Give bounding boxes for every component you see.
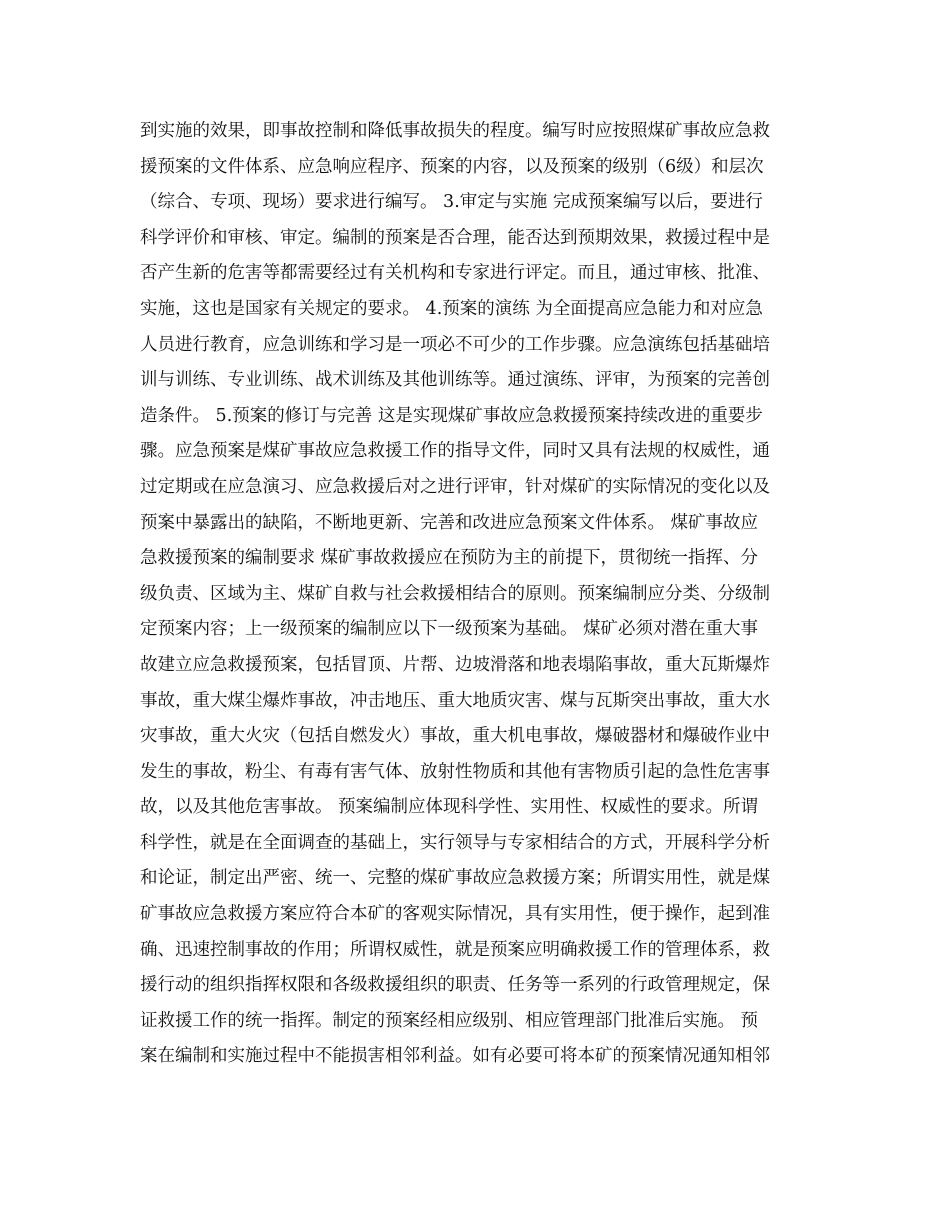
text-line: 实施，这也是国家有关规定的要求。 4.预案的演练 为全面提高应急能力和对应急 bbox=[140, 298, 763, 319]
text-line: 事故，重大煤尘爆炸事故，冲击地压、重大地质灾害、煤与瓦斯突出事故，重大水 bbox=[140, 690, 770, 711]
text-line: 造条件。 5.预案的修订与完善 这是实现煤矿事故应急救援预案持续改进的重要步 bbox=[140, 405, 763, 426]
text-line: 级负责、区域为主、煤矿自救与社会救援相结合的原则。预案编制应分类、分级制 bbox=[140, 583, 770, 604]
text-line: 训与训练、专业训练、战术训练及其他训练等。通过演练、评审，为预案的完善创 bbox=[140, 370, 770, 391]
text-line: 预案中暴露出的缺陷，不断地更新、完善和改进应急预案文件体系。 煤矿事故应 bbox=[140, 512, 759, 533]
text-line: 确、迅速控制事故的作用；所谓权威性，就是预案应明确救援工作的管理体系，救 bbox=[140, 939, 770, 960]
text-line: 援行动的组织指挥权限和各级救援组织的职责、任务等一系列的行政管理规定，保 bbox=[140, 975, 770, 996]
text-line: 骤。应急预案是煤矿事故应急救援工作的指导文件，同时又具有法规的权威性，通 bbox=[140, 441, 770, 462]
text-line: 援预案的文件体系、应急响应程序、预案的内容，以及预案的级别（6级）和层次 bbox=[140, 156, 764, 177]
text-line: 和论证，制定出严密、统一、完整的煤矿事故应急救援方案；所谓实用性，就是煤 bbox=[140, 868, 770, 889]
text-line: 人员进行教育，应急训练和学习是一项必不可少的工作步骤。应急演练包括基础培 bbox=[140, 334, 770, 355]
text-line: 证救援工作的统一指挥。制定的预案经相应级别、相应管理部门批准后实施。 预 bbox=[140, 1010, 759, 1031]
body-text bbox=[140, 114, 820, 1075]
text-line: 故，以及其他危害事故。 预案编制应体现科学性、实用性、权威性的要求。所谓 bbox=[140, 797, 759, 818]
text-line: 科学评价和审核、审定。编制的预案是否合理，能否达到预期效果，救援过程中是 bbox=[140, 227, 770, 248]
text-line: 定预案内容；上一级预案的编制应以下一级预案为基础。 煤矿必须对潜在重大事 bbox=[140, 619, 759, 640]
text-line: 否产生新的危害等都需要经过有关机构和专家进行评定。而且，通过审核、批准、 bbox=[140, 263, 770, 284]
text-line: 到实施的效果，即事故控制和降低事故损失的程度。编写时应按照煤矿事故应急救 bbox=[140, 121, 770, 141]
text-line: 过定期或在应急演习、应急救援后对之进行评审，针对煤矿的实际情况的变化以及 bbox=[140, 476, 770, 497]
text-line: 案在编制和实施过程中不能损害相邻利益。如有必要可将本矿的预案情况通知相邻 bbox=[140, 1046, 770, 1067]
text-line: 急救援预案的编制要求 煤矿事故救援应在预防为主的前提下，贯彻统一指挥、分 bbox=[140, 548, 759, 569]
text-line: 发生的事故，粉尘、有毒有害气体、放射性物质和其他有害物质引起的急性危害事 bbox=[140, 761, 770, 782]
text-line: 灾事故，重大火灾（包括自燃发火）事故，重大机电事故，爆破器材和爆破作业中 bbox=[140, 726, 770, 747]
text-line: 科学性，就是在全面调查的基础上，实行领导与专家相结合的方式，开展科学分析 bbox=[140, 832, 770, 853]
text-line: 矿事故应急救援方案应符合本矿的客观实际情况，具有实用性，便于操作，起到准 bbox=[140, 904, 770, 925]
text-line: 故建立应急救援预案，包括冒顶、片帮、边坡滑落和地表塌陷事故，重大瓦斯爆炸 bbox=[140, 654, 770, 675]
text-line: （综合、专项、现场）要求进行编写。 3.审定与实施 完成预案编写以后，要进行 bbox=[140, 192, 763, 213]
